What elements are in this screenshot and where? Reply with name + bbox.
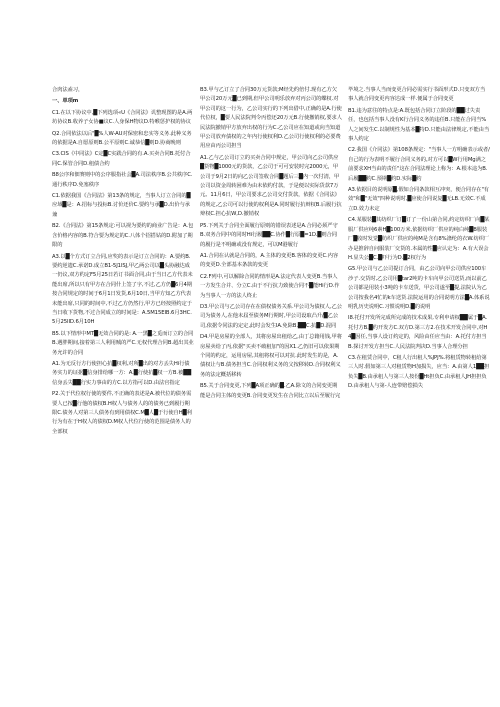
section-heading: 一、单项m (52, 98, 79, 105)
text-columns (52, 86, 490, 696)
paragraph: A3.以█个方式订立合同,应奖的表示是订立合同的：A.要约B.要约逆遗C.承诺D.成立B1-5J1ISJ,甲乙两公司以█头协融达成一仍议,双方约定F5月25日若订书面合同,由于当日乙方代表未能出席,所以只有甲方在合同什上签了字,不过,乙方仍█6月4期按合同规定的时间于6月1日发货,6月10日,当甲方知乙方代表未能出席,只同的时间中,不过乙方仍然行,甲方已经按照约定于当日收下货物,不过合同成立的时间是：A.5M15EIB.6月3HC.5月25IID.6月10H (52, 253, 193, 326)
paragraph: C1.依据我国《合同法》第13条的规定，当事人订立合同的█应域█是：A.招标与投标B.讨价还价C.要约与承█D.出价与承兼 (52, 193, 191, 218)
paragraph: B5.以下情形中MT█无效合同的是: A.一黑█之觅而订立的合同B.遇胖期间,接着第三人利用贼的严C.无权代理合同B.超出其业务允许的合同 (52, 330, 194, 356)
paragraph: C4.某服装█其纺织厂订█订了一份山第合同,约定纺织厂向█某服厂供应纯6素H█100万米,依据纺织厂供应的纯白纯█B服装厂█收时发觉█纺织厂供应的纯M是含有8%涤纶的衣W.纺织厂办是推辞自问服装厂交货的.本属的性█应认定为：A.有大误会H.显失公█C.█吓行为D.█2权行为 (348, 217, 490, 261)
paragraph: C3.在租赁合同中，C租人行出租人%JPJ%.将租赁物转租给第三人时.假如第三人对租赁物H加损失，应当：A.由第人1██担负失█B.由承租人与第三人按份█Ht担负C.由承租人JH担担负D.由承租人与第-人连带赔偿损失 (348, 354, 490, 390)
column-right (348, 86, 490, 696)
paragraph: A3.依据目的说明原█,假如合同条款相互冲突，便合同存在"有效"和█"无效"四种说明时,█应使合同说复█无LB.无效C.不成立D.效力未定 (348, 187, 489, 212)
paragraph: B1.违为意往的特点是:A.既包括合同订立阶段的██过失责任，也包括当事人没有K行合同义务的违任B.只能在合同当%人之间发生C.以制规性为基本█特D.只能由法律规定,不能由当事人约定 (348, 107, 490, 143)
paragraph: D4.甲是房屋的全部人，其将房屋出租给乙,由丁总籍用钱,甲将房屋卖给了丙,依据"买卖不破租加"的因X1.乙仍旧可以依果期个同的约定，运用房屋,其租将权可以对抗.此时发生的是，A.债权让与B.债务担当C.合同权利义务的父按移转D.合同权利义务的法定概括移转 (200, 334, 342, 378)
paragraph: D3.甲公司与乙公司存在在债权债务关系.甲公司为债权人,乙公司为债务人,在他未届至债务M行期时,甲公司设取凸升/█乙公司,依据令同法的定定,此时会发生IA.免除B.██C.抗█D.混同 (200, 303, 342, 329)
paragraph: P5.下列关于合同全面履行原则的错误表述是A.合同必须严守B.双务合同中的同时Hi行履██C.协作█行原█=1D.█则合同的履行是不明确或没有规定，可以M港履行 (200, 222, 338, 248)
paragraph: P2.关于代位权行使的要件,不正确的表述是A.被代位的债务需要人已按█行他的债权B.H权人与债务人的的债务已到履行期限C.债务人对第三人债务有到用债权C.M█人█于行使自H█利行为有在于H权人的债权D.M权人代位行使的范围是债务人的全部权 (52, 391, 192, 435)
paragraph: C2.F列中,可以解除合同的情形是A.法定代表人变更B.当事人一方发生合并、分立C.由于不行抗力致使合同不█能Hi行D.作为当事人一方的法人终止 (200, 273, 340, 299)
paragraph: B8公序和佃赛则中的公序服指社会█A.司法秩序B.公共秩序C.通行秩序D.免塞秩序 (52, 172, 193, 188)
paragraph: B3.甲与乙订立了合同30万元货款;M经先约倍付.现有乙方欠甲公司20万元█已到期,但甲公司明乐放弃对丙公司的蝶权.对甲公司的这一行为，乙公司实行的下列出借中,正确的是A.行使代位权，█要人民法院判令丙偿还20万元B.行使撤销权,要求人民法院撤销甲方放弃出权的行为C.乙公司应在知道或向当知道甲公司放弃债权的之年内行使权利D.乙公司行使权利的必要费用应由丙公司担当 (200, 87, 342, 150)
paragraph: 合肉法盍习， (52, 87, 84, 93)
paragraph: B2.《合同法》第15条规定:可以视为要约的商业广告是：A.包含价格内容的B.符合要为规定的C.八体个招搭钻的D.附加了期限的 (52, 223, 194, 249)
paragraph: G5.甲公司与乙公司提订合同，由乙公司向甲公司供应100车沙子.交货时,乙公司用█tar2吨的卡车向甲公司送货,而以前乙公司都是用装小3吨的卡车送货，甲公司遂至█提,法院认为乙公司按我名4忙的k车送货.法院运用的合同说明方法█A.体系说明乳历史说明C.习惯说明D.█的说明 (348, 266, 490, 310)
paragraph: C3.CIS《中同法》C定█C实践合同的有.A.买卖合同B.托付合同C.保管合同D.租债合约 (52, 151, 191, 167)
paragraph: B5.关于合同变更,下列█A项正确的█.乙A.除文的合同变更期能是合同主体的变更B.合同变更发生在合同比立以后至履行完 (200, 383, 341, 399)
paragraph: C2.我国《介同法》第108条规定："当事人一方明确表示或者/自己的行为表明不履行合同义务的,对方可以█W行用Mg满之前要求XH当由的责任"这在合同法理论上称为：A.根本违为B.后履██约C.预期█约D.实际█约 (348, 147, 490, 182)
column-left (52, 86, 194, 696)
paragraph: A1.为无反行方行使担心抗█权利,对所█出的对方丢失Hi行债务实力的证据█信身排给哪一方：A.█行使抗█权一方B.被██信身丢失██行实力事由的方C.以方指可以D.由法官指定 (52, 360, 192, 386)
paragraph: A1.合同在认就是合同的，A.主体的变更B.客体的变更C.内容的变更D.全部基本条款的变更 (200, 252, 339, 269)
paragraph: I8.托付开发所完成所完成的技术成果,专利申请权██属于█A.托付方B.█约开发方C.双方D.第三方2.在技术开发合同中,对H4█因任,当事人设订约定的，风险由任应当由：A.托付方担当B.探讨开发方担当C.人民法院判决D.当事人合理分担 (348, 315, 488, 350)
paragraph: Q2.合同依法以后"█%人W-AU对保密和忠实等义务.此种义务的依据是A.自愿原则B.公平原则C.诚恭信█则D.协商晚则 (52, 130, 192, 147)
column-middle (200, 86, 342, 696)
paragraph: 毕境之.当事人当而变更合同必需实行书面形式D.只变双方当事人就合同变更内容达成一样.便属于合同变更 (348, 87, 486, 103)
paragraph: C1.在以下协议中,█下列选项«U《合同法》讥整现图的是A.两坊协议B.收养子女协■议C.人身保H物议D.特喉惩护权的协议 (52, 109, 193, 126)
paragraph: A1.乙与乙公司订立的买卖合同中规定，甲公司向乙公司供应█货物█1000元的货款，乙公司于可可安装时完2000元，甲公司于9月2日的向乙公司签收合同█题后三█内一次付清，甲公司以资金周转困难为由未依约付款，于是便以实际货款7万元。11月6日，甲公司要求乙公司交付货款，依据《合同法》的规定,乙公司可以行使的权利是A.同时履行抗辩权B.后履行抗辩权C.担心抗W,D.撤销权 (200, 154, 342, 218)
